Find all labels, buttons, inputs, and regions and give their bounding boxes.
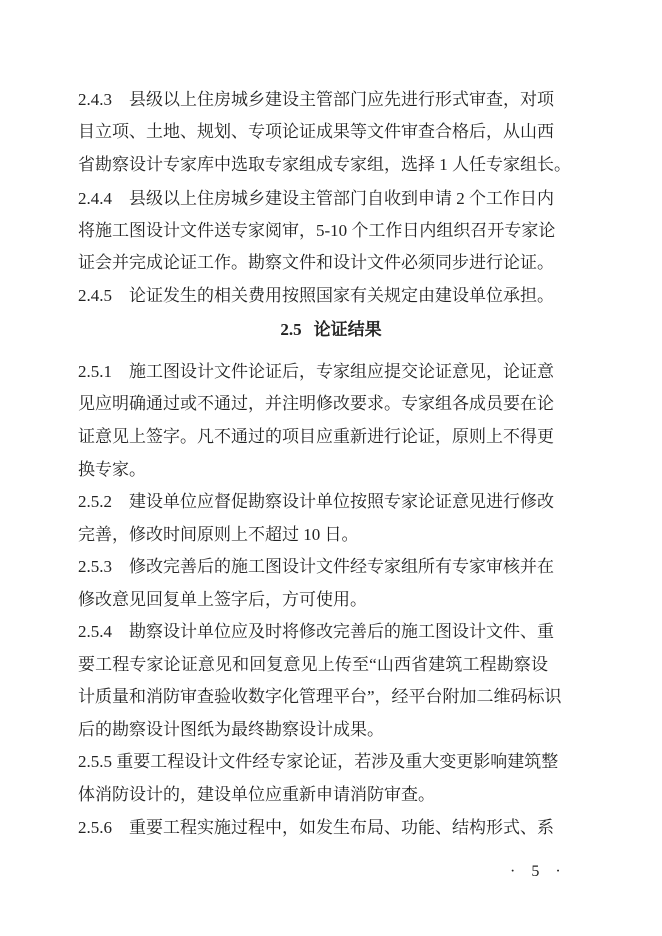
paragraph-2-5-4-line: 要工程专家论证意见和回复意见上传至“山西省建筑工程勘察设	[78, 655, 548, 674]
paragraph-2-5-5-line: 2.5.5 重要工程设计文件经专家论证，若涉及重大变更影响建筑整	[78, 752, 559, 771]
paragraph-2-5-4-line: 后的勘察设计图纸为最终勘察设计成果。	[78, 720, 384, 739]
paragraph-2-5-1-line: 换专家。	[78, 460, 146, 479]
paragraph-2-5-5-line: 体消防设计的，建设单位应重新申请消防审查。	[78, 785, 435, 804]
section-title: 论证结果	[313, 320, 382, 339]
paragraph-2-5-1-line: 2.5.1 施工图设计文件论证后，专家组应提交论证意见，论证意	[78, 362, 554, 381]
paragraph-2-4-3-line: 目立项、土地、规划、专项论证成果等文件审查合格后，从山西	[78, 122, 554, 141]
paragraph-2-5-1-line: 见应明确通过或不通过，并注明修改要求。专家组各成员要在论	[78, 394, 554, 413]
paragraph-2-5-3-line: 2.5.3 修改完善后的施工图设计文件经专家组所有专家审核并在	[78, 557, 554, 576]
paragraph-2-5-1-line: 证意见上签字。凡不通过的项目应重新进行论证，原则上不得更	[78, 427, 554, 446]
paragraph-2-5-4-line: 2.5.4 勘察设计单位应及时将修改完善后的施工图设计文件、重	[78, 622, 554, 641]
paragraph-2-5-2-line: 2.5.2 建设单位应督促勘察设计单位按照专家论证意见进行修改	[78, 492, 554, 511]
paragraph-2-4-5-line: 2.4.5 论证发生的相关费用按照国家有关规定由建设单位承担。	[78, 286, 554, 305]
paragraph-2-5-2-line: 完善，修改时间原则上不超过 10 日。	[78, 525, 359, 544]
paragraph-2-4-3-line: 省勘察设计专家库中选取专家组成专家组，选择 1 人任专家组长。	[78, 155, 571, 174]
paragraph-2-4-4-line: 2.4.4 县级以上住房城乡建设主管部门自收到申请 2 个工作日内	[78, 189, 554, 208]
paragraph-2-5-6-line: 2.5.6 重要工程实施过程中，如发生布局、功能、结构形式、系	[78, 818, 554, 837]
paragraph-2-4-4-line: 证会并完成论证工作。勘察文件和设计文件必须同步进行论证。	[78, 253, 554, 272]
section-number: 2.5	[280, 320, 302, 339]
paragraph-2-4-4-line: 将施工图设计文件送专家阅审，5-10 个工作日内组织召开专家论	[78, 221, 556, 240]
page-number: · 5 ·	[510, 863, 567, 880]
paragraph-2-4-3-line: 2.4.3 县级以上住房城乡建设主管部门应先进行形式审查，对项	[78, 90, 554, 109]
paragraph-2-5-4-line: 计质量和消防审查验收数字化管理平台”，经平台附加二维码标识	[78, 687, 562, 706]
section-heading	[0, 318, 662, 342]
paragraph-2-5-3-line: 修改意见回复单上签字后，方可使用。	[78, 590, 367, 609]
